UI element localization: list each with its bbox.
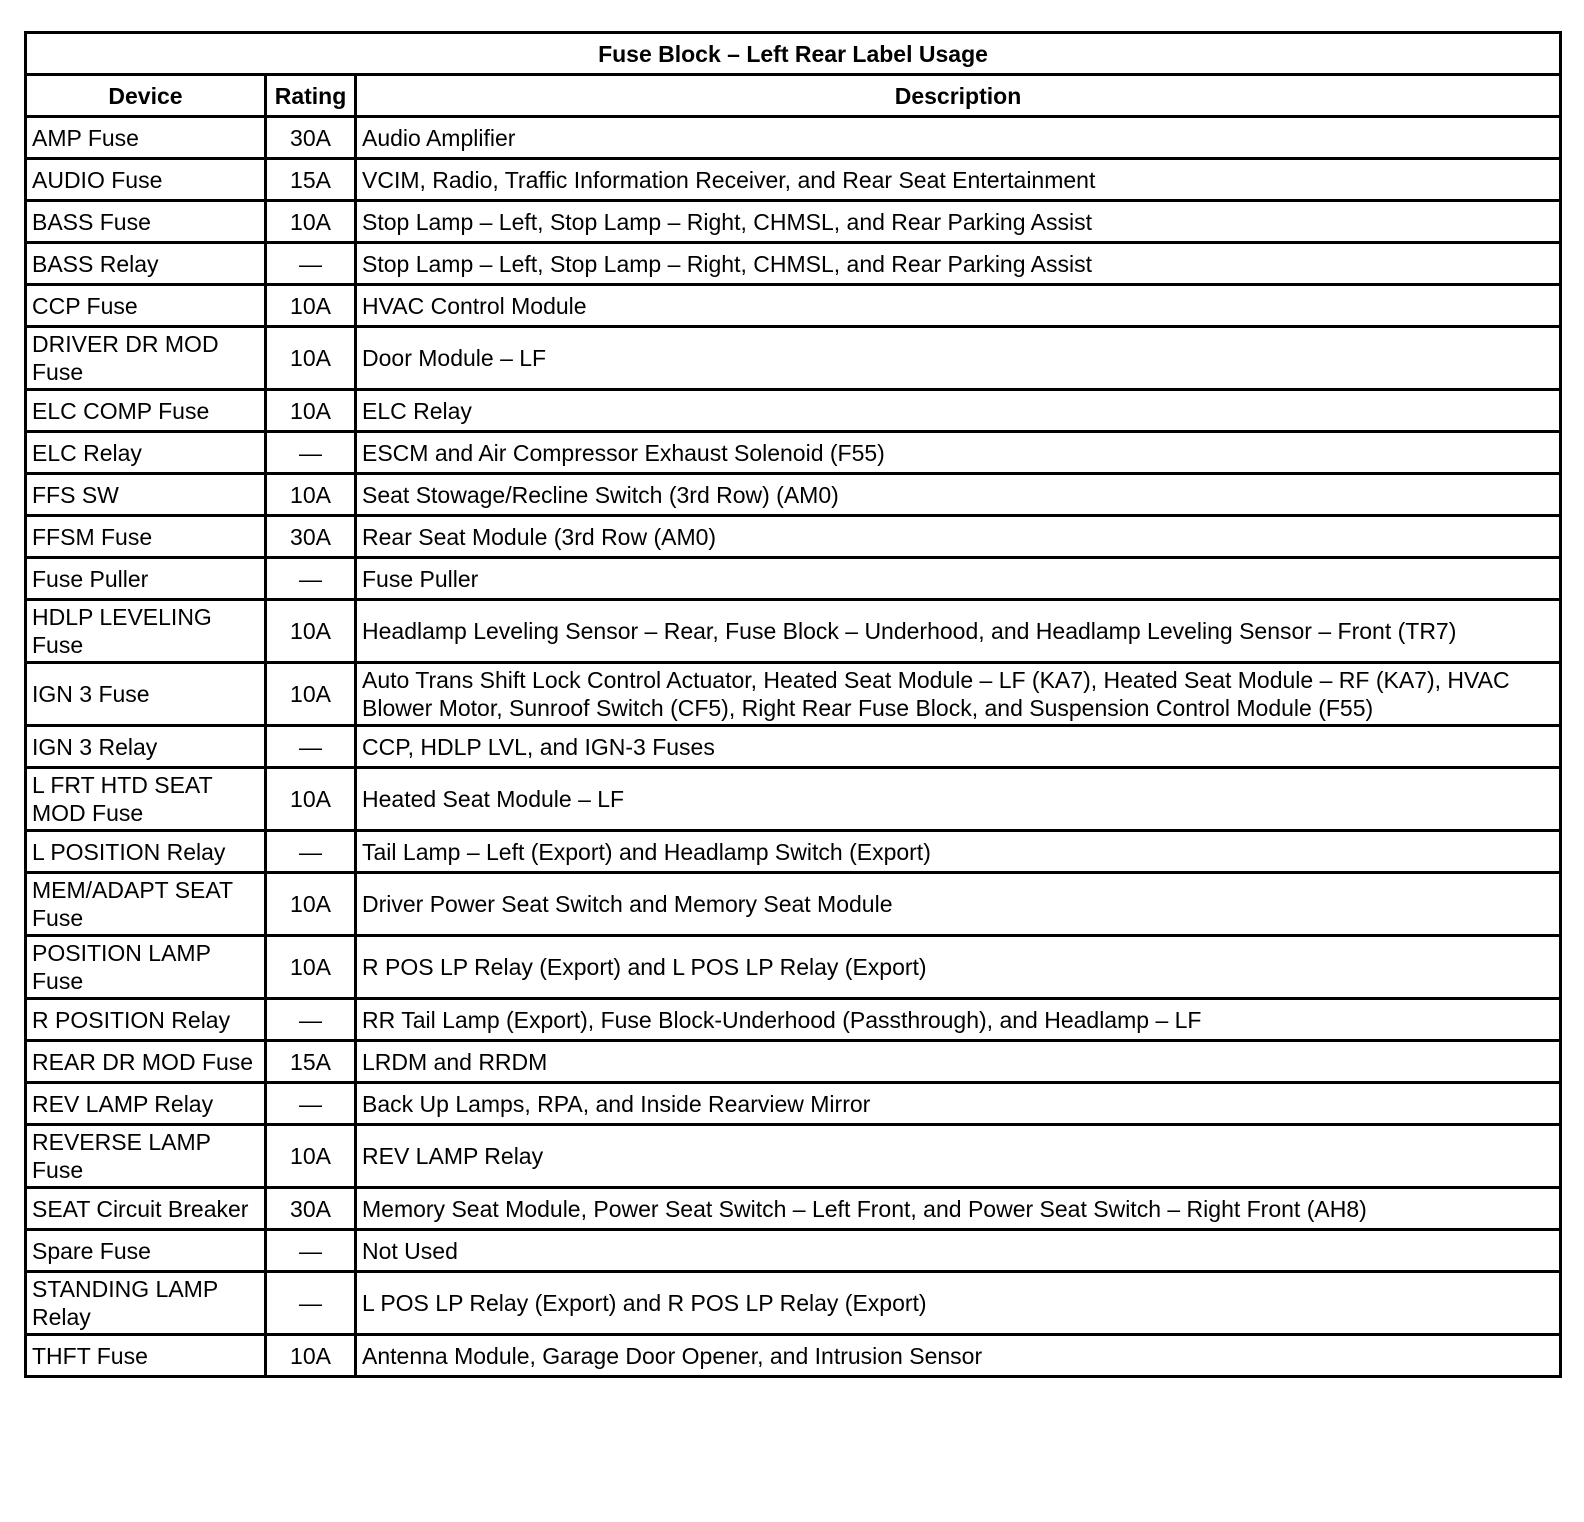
device-cell: BASS Fuse — [26, 201, 266, 243]
device-cell: Spare Fuse — [26, 1230, 266, 1272]
description-cell: Memory Seat Module, Power Seat Switch – Left Front, and Power Seat Switch – Right Front (AH8) — [356, 1188, 1561, 1230]
description-cell: ESCM and Air Compressor Exhaust Solenoid (F55) — [356, 432, 1561, 474]
table-row — [26, 1083, 1561, 1125]
device-cell: IGN 3 Fuse — [26, 663, 266, 726]
table-row — [26, 831, 1561, 873]
description-cell: HVAC Control Module — [356, 285, 1561, 327]
device-cell: Fuse Puller — [26, 558, 266, 600]
rating-cell: — — [266, 558, 356, 600]
device-cell: L POSITION Relay — [26, 831, 266, 873]
rating-cell: 10A — [266, 1125, 356, 1188]
description-cell: Audio Amplifier — [356, 117, 1561, 159]
rating-cell: — — [266, 831, 356, 873]
description-cell: Stop Lamp – Left, Stop Lamp – Right, CHMSL, and Rear Parking Assist — [356, 201, 1561, 243]
device-column-header: Device — [26, 75, 266, 117]
rating-cell: 15A — [266, 1041, 356, 1083]
table-row — [26, 201, 1561, 243]
description-cell: Door Module – LF — [356, 327, 1561, 390]
device-cell: AMP Fuse — [26, 117, 266, 159]
table-row — [26, 600, 1561, 663]
description-cell: Auto Trans Shift Lock Control Actuator, Heated Seat Module – LF (KA7), Heated Seat Module – RF (KA7), HVAC Blower Motor, Sunroof Switch (CF5), Right Rear Fuse Block, and Suspension Control Module (F55) — [356, 663, 1561, 726]
device-cell: REAR DR MOD Fuse — [26, 1041, 266, 1083]
device-cell: DRIVER DR MOD Fuse — [26, 327, 266, 390]
device-cell: ELC Relay — [26, 432, 266, 474]
description-cell: Not Used — [356, 1230, 1561, 1272]
table-title: Fuse Block – Left Rear Label Usage — [26, 33, 1561, 75]
table-row — [26, 432, 1561, 474]
rating-cell: 10A — [266, 474, 356, 516]
device-cell: MEM/ADAPT SEAT Fuse — [26, 873, 266, 936]
device-cell: BASS Relay — [26, 243, 266, 285]
device-cell: SEAT Circuit Breaker — [26, 1188, 266, 1230]
device-cell: L FRT HTD SEAT MOD Fuse — [26, 768, 266, 831]
rating-cell: 10A — [266, 327, 356, 390]
device-cell: HDLP LEVELING Fuse — [26, 600, 266, 663]
table-row — [26, 663, 1561, 726]
table-row — [26, 285, 1561, 327]
device-cell: REVERSE LAMP Fuse — [26, 1125, 266, 1188]
table-row — [26, 327, 1561, 390]
rating-cell: — — [266, 726, 356, 768]
description-cell: Antenna Module, Garage Door Opener, and Intrusion Sensor — [356, 1335, 1561, 1377]
rating-cell: 30A — [266, 117, 356, 159]
table-row — [26, 1230, 1561, 1272]
rating-cell: 10A — [266, 936, 356, 999]
description-cell: LRDM and RRDM — [356, 1041, 1561, 1083]
device-cell: FFS SW — [26, 474, 266, 516]
table-row — [26, 999, 1561, 1041]
header-row — [26, 75, 1561, 117]
table-row — [26, 1335, 1561, 1377]
description-cell: Tail Lamp – Left (Export) and Headlamp Switch (Export) — [356, 831, 1561, 873]
description-cell: Driver Power Seat Switch and Memory Seat Module — [356, 873, 1561, 936]
rating-cell: — — [266, 243, 356, 285]
table-row — [26, 1188, 1561, 1230]
table-row — [26, 474, 1561, 516]
device-cell: REV LAMP Relay — [26, 1083, 266, 1125]
rating-cell: 10A — [266, 390, 356, 432]
rating-cell: — — [266, 1230, 356, 1272]
description-cell: Headlamp Leveling Sensor – Rear, Fuse Block – Underhood, and Headlamp Leveling Sensor – Front (TR7) — [356, 600, 1561, 663]
title-row — [26, 33, 1561, 75]
description-cell: ELC Relay — [356, 390, 1561, 432]
rating-cell: 30A — [266, 1188, 356, 1230]
rating-cell: 10A — [266, 1335, 356, 1377]
table-row — [26, 873, 1561, 936]
rating-cell: 10A — [266, 663, 356, 726]
rating-cell: 10A — [266, 873, 356, 936]
table-row — [26, 936, 1561, 999]
description-cell: Seat Stowage/Recline Switch (3rd Row) (AM0) — [356, 474, 1561, 516]
rating-cell: 10A — [266, 768, 356, 831]
table-row — [26, 558, 1561, 600]
rating-cell: — — [266, 432, 356, 474]
table-row — [26, 390, 1561, 432]
table-row — [26, 1041, 1561, 1083]
table-row — [26, 726, 1561, 768]
table-row — [26, 516, 1561, 558]
device-cell: R POSITION Relay — [26, 999, 266, 1041]
device-cell: AUDIO Fuse — [26, 159, 266, 201]
table-row — [26, 117, 1561, 159]
description-column-header: Description — [356, 75, 1561, 117]
device-cell: ELC COMP Fuse — [26, 390, 266, 432]
rating-cell: — — [266, 1272, 356, 1335]
table-row — [26, 159, 1561, 201]
table-row — [26, 1125, 1561, 1188]
description-cell: RR Tail Lamp (Export), Fuse Block-Underhood (Passthrough), and Headlamp – LF — [356, 999, 1561, 1041]
table-row — [26, 243, 1561, 285]
table-row — [26, 768, 1561, 831]
rating-cell: — — [266, 999, 356, 1041]
rating-cell: 10A — [266, 285, 356, 327]
fuse-usage-table — [24, 31, 1562, 1378]
description-cell: Stop Lamp – Left, Stop Lamp – Right, CHMSL, and Rear Parking Assist — [356, 243, 1561, 285]
rating-cell: 10A — [266, 600, 356, 663]
rating-cell: 15A — [266, 159, 356, 201]
rating-cell: 10A — [266, 201, 356, 243]
description-cell: R POS LP Relay (Export) and L POS LP Relay (Export) — [356, 936, 1561, 999]
rating-cell: 30A — [266, 516, 356, 558]
description-cell: Back Up Lamps, RPA, and Inside Rearview Mirror — [356, 1083, 1561, 1125]
device-cell: FFSM Fuse — [26, 516, 266, 558]
device-cell: STANDING LAMP Relay — [26, 1272, 266, 1335]
rating-column-header: Rating — [266, 75, 356, 117]
table-row — [26, 1272, 1561, 1335]
description-cell: Heated Seat Module – LF — [356, 768, 1561, 831]
description-cell: CCP, HDLP LVL, and IGN-3 Fuses — [356, 726, 1561, 768]
device-cell: POSITION LAMP Fuse — [26, 936, 266, 999]
device-cell: IGN 3 Relay — [26, 726, 266, 768]
description-cell: L POS LP Relay (Export) and R POS LP Relay (Export) — [356, 1272, 1561, 1335]
description-cell: REV LAMP Relay — [356, 1125, 1561, 1188]
description-cell: VCIM, Radio, Traffic Information Receiver, and Rear Seat Entertainment — [356, 159, 1561, 201]
device-cell: CCP Fuse — [26, 285, 266, 327]
rating-cell: — — [266, 1083, 356, 1125]
description-cell: Fuse Puller — [356, 558, 1561, 600]
description-cell: Rear Seat Module (3rd Row (AM0) — [356, 516, 1561, 558]
device-cell: THFT Fuse — [26, 1335, 266, 1377]
